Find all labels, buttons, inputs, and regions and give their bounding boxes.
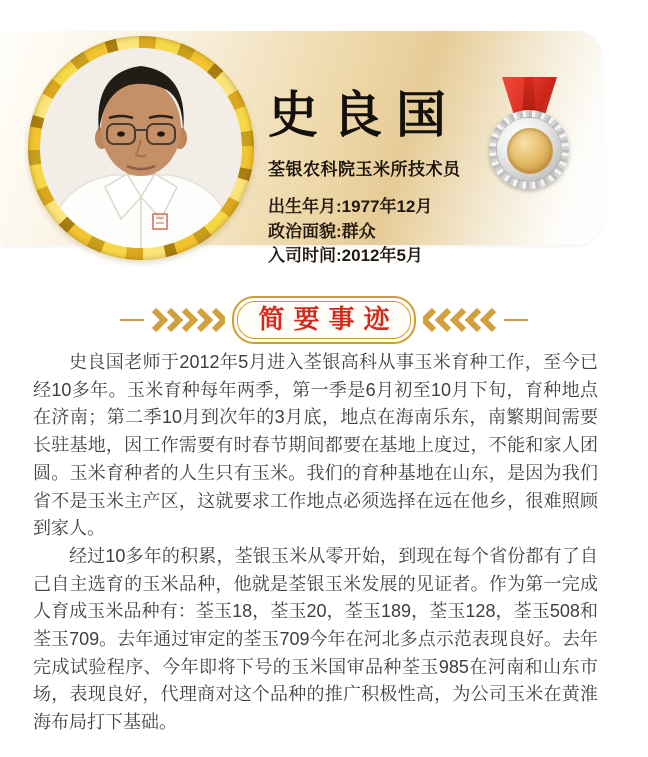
person-info <box>268 195 432 269</box>
biography-paragraph-2: 经过10多年的积累，荃银玉米从零开始，到现在每个省份都有了自己自主选育的玉米品种，他就是荃银玉米发展的见证者。作为第一完成人育成玉米品种有：荃玉18，荃玉20，荃玉189，荃玉128，荃玉508和荃玉709。去年通过审定的荃玉709今年在河北多点示范表现良好。去年完成试验程序、今年即将下号的玉米国审品种荃玉985在河南和山东市场，表现良好，代理商对这个品种的推广积极性高，为公司玉米在黄淮海布局打下基础。 <box>33 545 598 733</box>
info-political-status: 政治面貌:群众 <box>268 221 376 241</box>
biography-paragraph-1: 史良国老师于2012年5月进入荃银高科从事玉米育种工作，至今已经10多年。玉米育种每年两季，第一季是6月初至10月下旬，育种地点在济南；第二季10月到次年的3月底，地点在海南乐东，南繁期间需要长驻基地，因工作需要有时春节期间都要在基地上度过，不能和家人团圆。玉米育种者的人生只有玉米。我们的育种基地在山东，是因为我们省不是玉米主产区，这就要求工作地点必须选择在远在他乡，很难照顾到家人。 <box>33 352 598 539</box>
section-title-pill <box>232 296 415 344</box>
profile-photo-frame <box>28 36 254 260</box>
medal-icon <box>489 77 569 189</box>
person-name: 史良国 <box>268 85 460 144</box>
section-header <box>0 298 648 342</box>
person-title: 荃银农科院玉米所技术员 <box>268 160 461 179</box>
portrait-illustration <box>40 48 242 248</box>
chevrons-right-icon <box>151 308 225 332</box>
biography-text <box>33 349 598 737</box>
info-join-date: 入司时间:2012年5月 <box>268 246 423 265</box>
profile-photo <box>40 48 242 248</box>
gold-rule-left <box>120 319 144 321</box>
gold-rule-right <box>504 319 528 321</box>
chevrons-left-icon <box>423 308 497 332</box>
info-birth-date: 出生年月:1977年12月 <box>268 197 433 216</box>
medal-disc-icon <box>489 110 569 189</box>
section-title-pill-inner <box>237 301 410 339</box>
section-title: 简要事迹 <box>258 304 399 334</box>
medal-gold-center <box>507 128 553 174</box>
